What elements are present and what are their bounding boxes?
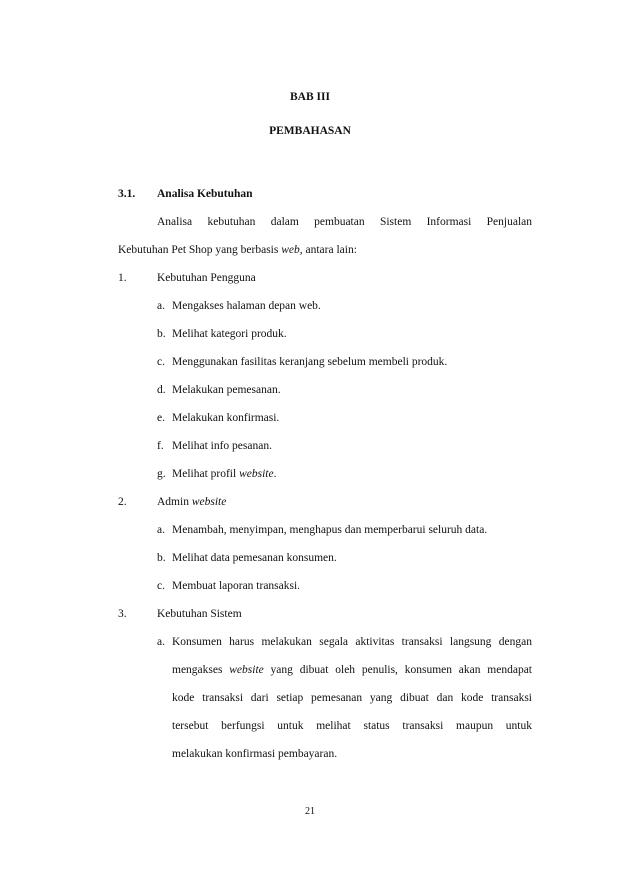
intro-line-1: Analisa kebutuhan dalam pembuatan Sistem Informasi Penjualan (157, 216, 532, 228)
list-item: Melakukan konfirmasi. (172, 412, 280, 424)
list-item-label: a. (157, 300, 165, 312)
list-item: Melakukan pemesanan. (172, 384, 281, 396)
list-item: Melihat kategori produk. (172, 328, 287, 340)
list-item-label: f. (157, 440, 164, 452)
list-item-text-end: yang dibuat oleh penulis, konsumen akan mendapat (263, 664, 532, 676)
list-item-label: e. (157, 412, 165, 424)
list-item-label: d. (157, 384, 166, 396)
item-number: 3. (118, 608, 127, 620)
chapter-number: BAB III (290, 91, 330, 103)
list-item-text: Melihat profil (172, 468, 240, 480)
intro-text-end: , antara lain: (299, 244, 357, 256)
list-item-text: mengakses (172, 664, 230, 676)
list-item: Menggunakan fasilitas keranjang sebelum membeli produk. (172, 356, 448, 368)
list-item-label: c. (157, 580, 165, 592)
intro-text: Kebutuhan Pet Shop yang berbasis (118, 244, 282, 256)
list-item-emphasis: website (229, 664, 264, 676)
list-item-line-5: melakukan konfirmasi pembayaran. (172, 748, 338, 760)
item-title-text: Admin (157, 496, 192, 508)
list-item-emphasis: website (239, 468, 274, 480)
item-number: 2. (118, 496, 127, 508)
list-item-line-4: tersebut berfungsi untuk melihat status transaksi maupun untuk (172, 720, 532, 732)
intro-emphasis: web (281, 244, 300, 256)
list-item-label: a. (157, 636, 165, 648)
list-item: Melihat info pesanan. (172, 440, 272, 452)
list-item-label: b. (157, 328, 166, 340)
list-item-line-3: kode transaksi dari setiap pemesanan yang dibuat dan kode transaksi (172, 692, 532, 704)
list-item-text-end: . (273, 468, 277, 480)
section-title: Analisa Kebutuhan (157, 188, 253, 200)
list-item: Menambah, menyimpan, menghapus dan memperbarui seluruh data. (172, 524, 488, 536)
list-item: Melihat data pemesanan konsumen. (172, 552, 337, 564)
section-number: 3.1. (118, 188, 136, 200)
list-item: Mengakses halaman depan web. (172, 300, 321, 312)
item-title: Kebutuhan Sistem (157, 608, 242, 620)
item-title-emphasis: website (191, 496, 227, 508)
chapter-title: PEMBAHASAN (269, 125, 351, 137)
list-item-label: c. (157, 356, 165, 368)
intro-line-2 (118, 243, 357, 257)
item-number: 1. (118, 272, 127, 284)
page-number: 21 (305, 806, 315, 817)
list-item-label: b. (157, 552, 166, 564)
list-item-line-1: Konsumen harus melakukan segala aktivitas transaksi langsung dengan (172, 636, 532, 648)
item-title: Kebutuhan Pengguna (157, 272, 256, 284)
item-title (157, 495, 226, 509)
list-item-label: g. (157, 468, 166, 480)
list-item-line-2 (172, 663, 532, 677)
list-item: Membuat laporan transaksi. (172, 580, 301, 592)
list-item (172, 467, 276, 481)
list-item-label: a. (157, 524, 165, 536)
